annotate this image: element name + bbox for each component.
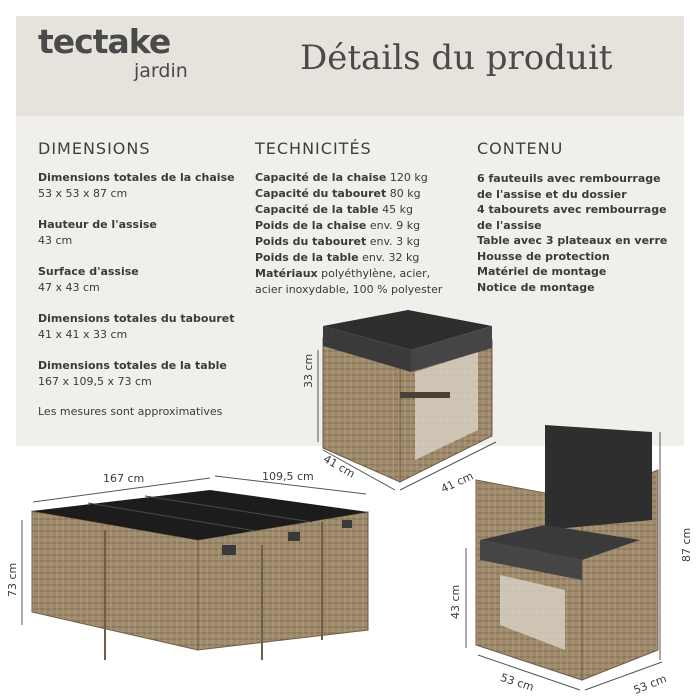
brand-subtitle: jardin [134,60,188,82]
table-height-label: 73 cm [6,562,19,597]
content-line: Housse de protection [477,249,610,263]
approximate-note: Les mesures sont approximatives [38,405,223,418]
chair-height-label: 87 cm [680,527,693,562]
page-title: Détails du produit [300,38,613,78]
chair-image [476,425,658,680]
spec-line: Poids du tabouret env. 3 kg [255,235,421,248]
brand-logo: tectake [38,22,171,61]
content-line: Matériel de montage [477,265,607,278]
spec-line: Poids de la table env. 32 kg [255,251,420,264]
spec-line: Capacité de la table 45 kg [255,203,413,216]
dimension-item: Surface d'assise 47 x 43 cm [38,265,139,294]
spec-line: acier inoxydable, 100 % polyester [255,283,443,296]
chair-width-label: 53 cm [498,671,536,694]
spec-line: Capacité de la chaise 120 kg [255,171,428,184]
table-length-label: 167 cm [103,472,145,485]
table-width-label: 109,5 cm [262,470,314,483]
stool-height-label: 33 cm [302,353,315,388]
spec-line: Poids de la chaise env. 9 kg [255,219,421,232]
dimension-item: Dimensions totales de la chaise 53 x 53 x 87 cm [38,171,235,200]
technicites-title: TECHNICITÉS [255,139,372,158]
content-line: de l'assise [477,218,542,232]
content-line: Notice de montage [477,280,595,294]
chair-depth-label: 53 cm [631,672,669,697]
seat-height-label: 43 cm [449,584,462,619]
dimension-item: Dimensions totales de la table 167 x 109,5 x 73 cm [38,359,227,388]
table-image [32,490,368,660]
content-line: 6 fauteuils avec rembourrage [477,172,661,185]
dimension-item: Dimensions totales du tabouret 41 x 41 x 33 cm [38,312,235,341]
dimension-item: Hauteur de l'assise 43 cm [38,218,157,247]
content-line: 4 tabourets avec rembourrage [477,203,667,216]
contenu-title: CONTENU [477,139,564,158]
stool-depth-label: 41 cm [321,452,358,481]
stool-width-label: 41 cm [438,469,476,496]
spec-line: Matériaux polyéthylène, acier, [255,267,431,280]
dimensions-title: DIMENSIONS [38,139,151,158]
spec-line: Capacité du tabouret 80 kg [255,187,421,200]
content-line: de l'assise et du dossier [477,187,627,201]
content-line: Table avec 3 plateaux en verre [477,234,668,247]
